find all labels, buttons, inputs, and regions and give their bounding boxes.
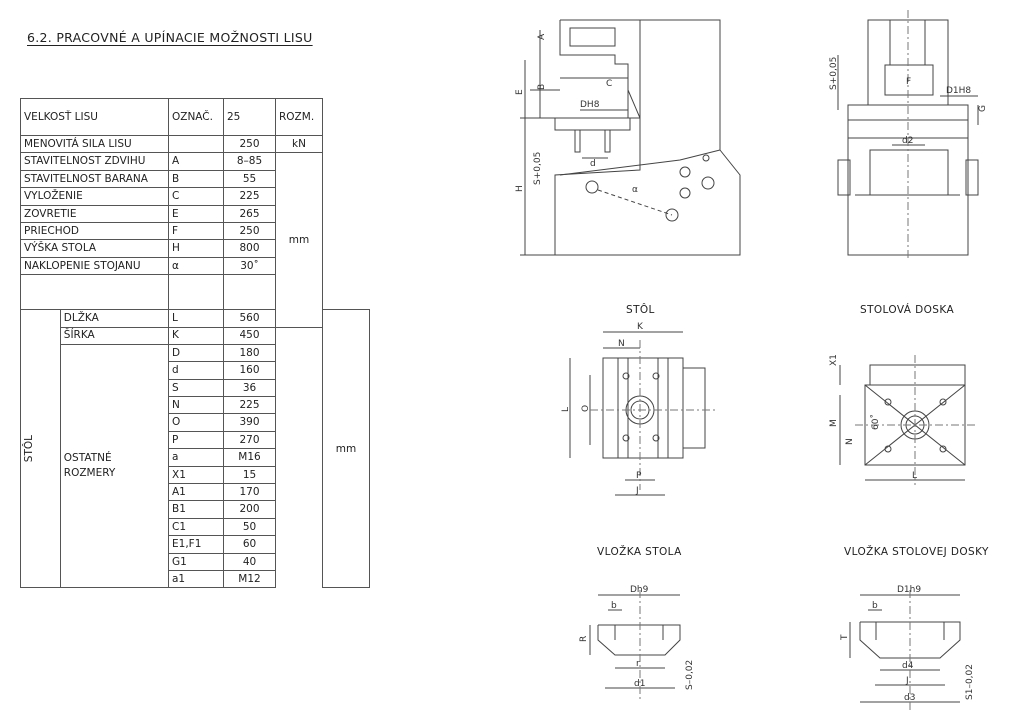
row-value: 40 xyxy=(224,553,276,570)
row-value: 270 xyxy=(224,431,276,448)
row-code: E xyxy=(169,205,224,222)
caption-vlozka-stolovej-dosky: VLOŽKA STOLOVEJ DOSKY xyxy=(844,546,989,558)
row-code: B1 xyxy=(169,501,224,518)
row-value: 60 xyxy=(224,536,276,553)
dim-label: d3 xyxy=(904,693,916,703)
row-value: 390 xyxy=(224,414,276,431)
col-header-code: OZNAČ. xyxy=(169,99,224,136)
dim-label: A xyxy=(537,33,547,40)
row-value: 36 xyxy=(224,379,276,396)
row-code: S xyxy=(169,379,224,396)
dim-label: N xyxy=(845,438,855,445)
row-code: a1 xyxy=(169,570,224,587)
other-dims-label: OSTATNÉ ROZMERY xyxy=(60,344,168,587)
dim-label: r xyxy=(636,659,640,669)
dim-label: b xyxy=(872,601,878,611)
row-value: 170 xyxy=(224,484,276,501)
dim-label: C xyxy=(606,79,613,89)
dim-label: S+0,05 xyxy=(533,151,543,185)
dim-label: F xyxy=(906,77,912,87)
row-code: A1 xyxy=(169,484,224,501)
dim-label: G xyxy=(978,105,988,112)
row-value: 200 xyxy=(224,501,276,518)
dim-label: DH8 xyxy=(580,100,600,110)
col-header-unit: ROZM. xyxy=(276,99,323,136)
row-code: A xyxy=(169,153,224,170)
row-value: 250 xyxy=(224,136,276,153)
dim-label: T xyxy=(840,634,850,640)
vlozka-dosky-view xyxy=(850,595,960,702)
row-code: P xyxy=(169,431,224,448)
row-name: VYLOŽENIE xyxy=(21,188,169,205)
row-code: H xyxy=(169,240,224,257)
row-code: N xyxy=(169,397,224,414)
caption-stol: STÔL xyxy=(626,304,655,316)
row-code: a xyxy=(169,449,224,466)
dim-label: P xyxy=(636,471,642,481)
dim-label: D1H8 xyxy=(946,86,972,96)
row-name: MENOVITÁ SILA LISU xyxy=(21,136,169,153)
row-unit-mm: mm xyxy=(276,153,323,327)
row-code: C xyxy=(169,188,224,205)
group-label-text: STÔL xyxy=(23,435,35,463)
dim-label: d xyxy=(590,159,596,169)
row-name: NAKLOPENIE STOJANU xyxy=(21,257,169,274)
dim-label: X1 xyxy=(829,354,839,366)
row-value: 800 xyxy=(224,240,276,257)
dim-label: b xyxy=(611,601,617,611)
row-value: 180 xyxy=(224,344,276,361)
col-header-size: VELKOSŤ LISU xyxy=(21,99,169,136)
row-value: 55 xyxy=(224,170,276,187)
stolova-doska-view xyxy=(840,365,965,480)
dim-label: d2 xyxy=(902,136,914,146)
row-value: 225 xyxy=(224,397,276,414)
dim-label: J xyxy=(906,676,909,686)
col-header-value: 25 xyxy=(224,99,276,136)
row-value: 450 xyxy=(224,327,276,344)
row-value: 15 xyxy=(224,466,276,483)
dim-label: M xyxy=(829,419,839,427)
row-unit: kN xyxy=(276,136,323,153)
row-code: C1 xyxy=(169,518,224,535)
row-code: B xyxy=(169,170,224,187)
row-value: 160 xyxy=(224,362,276,379)
row-value: 265 xyxy=(224,205,276,222)
dim-label: E xyxy=(515,89,525,95)
row-code: O xyxy=(169,414,224,431)
row-value: 8–85 xyxy=(224,153,276,170)
dim-label: O xyxy=(581,404,591,412)
dim-label: 60˚ xyxy=(871,414,881,430)
row-name: STAVITELNOST ZDVIHU xyxy=(21,153,169,170)
row-unit-mm: mm xyxy=(323,310,370,588)
dim-label: Dh9 xyxy=(630,585,649,595)
dim-label: d4 xyxy=(902,661,914,671)
press-side-view xyxy=(520,20,740,255)
row-value: 250 xyxy=(224,222,276,239)
page-title: 6.2. PRACOVNÉ A UPÍNACIE MOŽNOSTI LISU xyxy=(27,30,313,45)
dim-label: S+0,05 xyxy=(829,56,839,90)
caption-vlozka-stola: VLOŽKA STOLA xyxy=(597,546,682,558)
dim-label: B xyxy=(537,83,547,90)
row-code: K xyxy=(169,327,224,344)
dim-label: S–0,02 xyxy=(685,659,695,690)
dim-label: K xyxy=(637,322,643,332)
row-name: ŠÍRKA xyxy=(60,327,168,344)
row-value: 560 xyxy=(224,310,276,327)
dim-label: J xyxy=(636,486,639,496)
row-code: D xyxy=(169,344,224,361)
dim-label: S1–0,02 xyxy=(965,664,975,700)
row-code: L xyxy=(169,310,224,327)
dim-label: R xyxy=(579,635,589,642)
row-code: F xyxy=(169,222,224,239)
dim-label: L xyxy=(912,471,918,481)
row-code: X1 xyxy=(169,466,224,483)
row-value: 50 xyxy=(224,518,276,535)
row-name: PRIECHOD xyxy=(21,222,169,239)
row-code: α xyxy=(169,257,224,274)
vlozka-stola-view xyxy=(590,595,680,688)
row-name: ZOVRETIE xyxy=(21,205,169,222)
dim-label: α xyxy=(632,185,638,195)
row-value: 30˚ xyxy=(224,257,276,274)
dim-label: L xyxy=(561,406,571,412)
row-name: VÝŠKA STOLA xyxy=(21,240,169,257)
row-name: DLŽKA xyxy=(60,310,168,327)
dim-label: N xyxy=(618,339,625,349)
row-code: G1 xyxy=(169,553,224,570)
caption-stolova-doska: STOLOVÁ DOSKA xyxy=(860,304,955,316)
row-value: M12 xyxy=(224,570,276,587)
dim-label: H xyxy=(515,185,525,192)
row-value: M16 xyxy=(224,449,276,466)
dim-label: d1 xyxy=(634,679,646,689)
row-code: d xyxy=(169,362,224,379)
row-value: 225 xyxy=(224,188,276,205)
row-code: E1,F1 xyxy=(169,536,224,553)
row-name: STAVITELNOST BARANA xyxy=(21,170,169,187)
dim-label: D1h9 xyxy=(897,585,922,595)
